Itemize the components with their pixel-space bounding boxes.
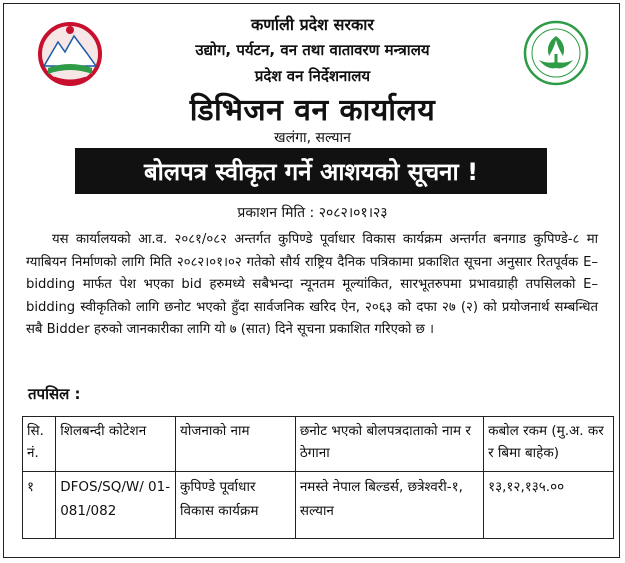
publication-date: प्रकाशन मिति : २०८२।०१।२३ [237, 205, 388, 221]
table-header-row [23, 417, 614, 472]
col-bidder: छनोट भएको बोलपत्रदाताको नाम र ठेगाना [295, 417, 483, 472]
office-title: डिभिजन वन कार्यालय [189, 93, 436, 128]
ministry-heading: उद्योग, पर्यटन, वन तथा वातावरण मन्त्रालय [195, 41, 430, 59]
office-location: खलंगा, सल्यान [274, 130, 351, 146]
col-amount: कबोल रकम (मु.अ. कर र बिमा बाहेक) [484, 417, 614, 472]
notice-title-banner: बोलपत्र स्वीकृत गर्ने आशयको सूचना ! [75, 148, 547, 194]
col-quotation: शिलबन्दी कोटेशन [56, 417, 176, 472]
cell-project: कुपिण्डे पूर्वाधार विकास कार्यक्रम [176, 472, 296, 539]
directorate-heading: प्रदेश वन निर्देशनालय [254, 67, 371, 85]
details-label: तपसिल : [28, 385, 81, 403]
government-heading: कर्णाली प्रदेश सरकार [251, 15, 374, 34]
cell-quotation: DFOS/SQ/W/ 01-081/082 [56, 472, 176, 539]
col-serial: सि. नं. [23, 417, 56, 472]
details-table [22, 416, 614, 539]
col-project: योजनाको नाम [176, 417, 296, 472]
table-row [23, 472, 614, 539]
cell-amount: १३,१२,१३५.०० [484, 472, 614, 539]
notice-body: यस कार्यालयको आ.व. २०८१/०८२ अन्तर्गत कुपिण्डे पूर्वाधार विकास कार्यक्रम अन्तर्गत बनगाड कुपिण्डे-८ मा ग्याबियन निर्माणको लागि मिति २०८२।०१।०२ गतेको सौर्य राष्ट्रिय दैनिक पत्रिकामा प्रकाशित सूचना अनुसार रितपूर्वक E–bidding मार्फत पेश भएका bid हरुमध्ये सबैभन्दा न्यूनतम मूल्यांकित, सारभूतरुपमा प्रभावग्राही तपसिलको E–bidding स्वीकृतिको लागि छनोट भएको हुँदा सार्वजनिक खरिद ऐन, २०६३ को दफा २७ (२) को प्रयोजनार्थ सम्बन्धित सबै Bidder हरुको जानकारीका लागि यो ७ (सात) दिने सूचना प्रकाशित गरिएको छ । [26, 232, 598, 337]
cell-bidder: नमस्ते नेपाल बिल्डर्स, छत्रेश्वरी-१, सल्यान [295, 472, 483, 539]
cell-serial: १ [23, 472, 56, 539]
